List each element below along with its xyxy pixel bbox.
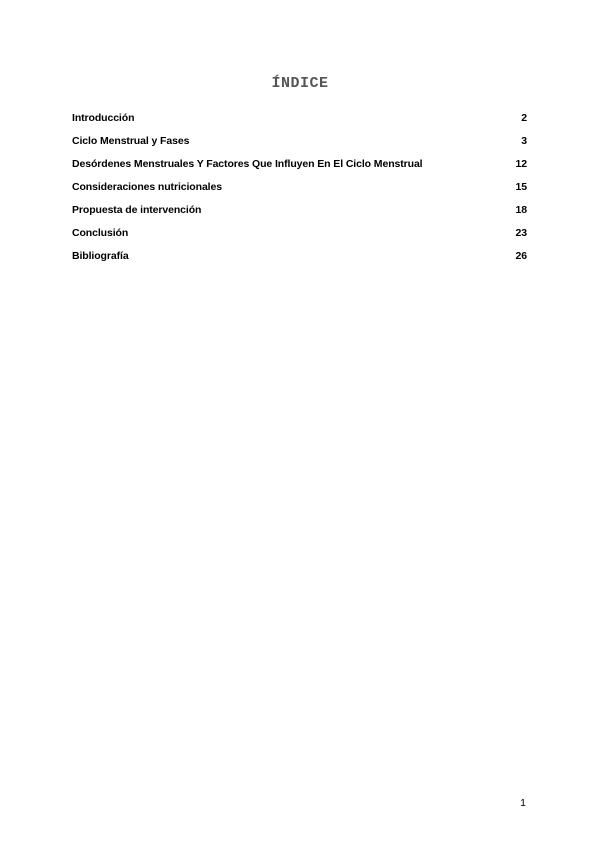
toc-entry-introduccion[interactable]	[72, 112, 527, 135]
toc-entry-label: Bibliografía	[72, 250, 129, 262]
toc-entry-page: 15	[515, 181, 527, 193]
toc-entry-page: 23	[515, 227, 527, 239]
toc-entry-page: 3	[521, 135, 527, 147]
table-of-contents	[72, 112, 527, 273]
page-title: ÍNDICE	[271, 75, 329, 92]
toc-entry-ciclo-menstrual[interactable]	[72, 135, 527, 158]
page-number: 1	[520, 797, 526, 809]
toc-entry-page: 26	[515, 250, 527, 262]
toc-entry-desordenes[interactable]	[72, 158, 527, 181]
toc-entry-label: Introducción	[72, 112, 135, 124]
toc-entry-label: Conclusión	[72, 227, 129, 239]
toc-entry-label: Consideraciones nutricionales	[72, 181, 222, 193]
toc-entry-bibliografia[interactable]	[72, 250, 527, 273]
toc-entry-label: Ciclo Menstrual y Fases	[72, 135, 190, 147]
toc-entry-consideraciones[interactable]	[72, 181, 527, 204]
toc-entry-conclusion[interactable]	[72, 227, 527, 250]
toc-entry-propuesta[interactable]	[72, 204, 527, 227]
toc-entry-page: 12	[515, 158, 527, 170]
toc-entry-page: 2	[521, 112, 527, 124]
toc-entry-label: Desórdenes Menstruales Y Factores Que Influyen En El Ciclo Menstrual	[72, 158, 423, 170]
toc-entry-label: Propuesta de intervención	[72, 204, 202, 216]
toc-entry-page: 18	[515, 204, 527, 216]
